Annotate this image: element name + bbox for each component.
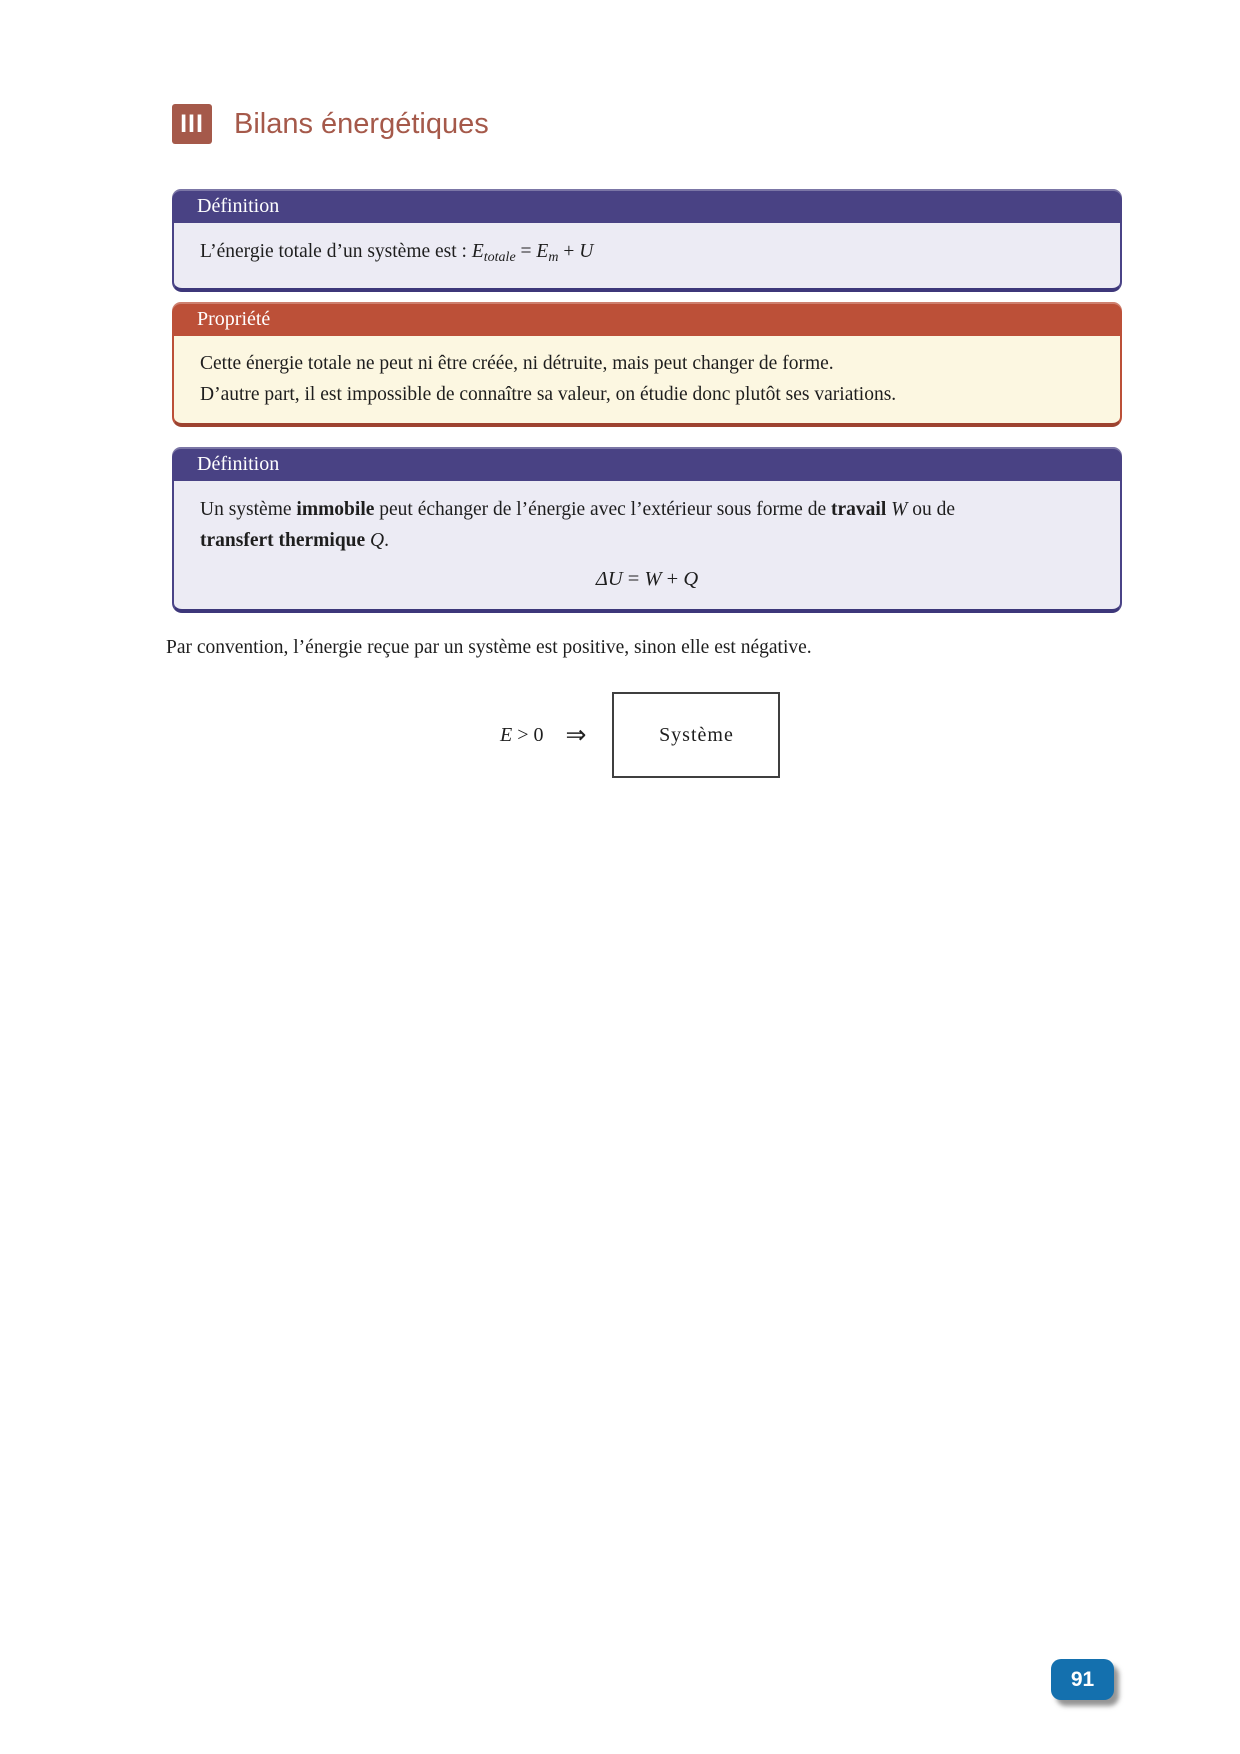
propriete-box (172, 302, 1122, 427)
math-delta-U: ΔU (595, 568, 623, 590)
system-box-label: Système (659, 723, 734, 746)
energy-diagram (500, 692, 780, 778)
math-equals: = (622, 568, 645, 590)
section-header (172, 104, 489, 144)
section-numeral-badge (172, 104, 212, 144)
math-E: E (536, 241, 549, 262)
convention-paragraph: Par convention, l’énergie reçue par un système est positive, sinon elle est négative. (166, 637, 812, 658)
definition-1-lead: L’énergie totale d’un système est : (200, 241, 472, 262)
propriete-line-1: Cette énergie totale ne peut ni être créée, ni détruite, mais peut changer de forme. (200, 353, 834, 374)
definition-1-body (172, 223, 1122, 292)
definition-2-body (172, 481, 1122, 613)
system-box (612, 692, 780, 778)
condition-text: > 0 (512, 723, 544, 746)
propriete-header: Propriété (172, 302, 1122, 336)
math-W: W (891, 499, 908, 520)
math-W: W (644, 568, 662, 590)
math-Q: Q (370, 530, 385, 551)
math-plus: + (558, 241, 580, 262)
definition-1-header: Définition (172, 189, 1122, 223)
diagram-condition (500, 724, 544, 747)
definition-2-text (200, 494, 1094, 556)
math-Q: Q (683, 568, 699, 590)
page-number: 91 (1070, 1667, 1095, 1691)
text-segment: Un système (200, 499, 297, 520)
propriete-body (172, 336, 1122, 427)
text-segment: ou de (907, 499, 956, 520)
bold-travail: travail (831, 499, 892, 520)
text-segment: peut échanger de l’énergie avec l’extérieur sous forme de (374, 499, 831, 520)
math-equals: = (515, 241, 537, 262)
math-U: U (579, 241, 594, 262)
bold-transfert-thermique: transfert thermique (200, 530, 371, 551)
implies-arrow-icon: ⇒ (565, 722, 587, 749)
math-E: E (471, 241, 484, 262)
section-title: Bilans énergétiques (234, 107, 489, 140)
math-sub-m: m (548, 250, 559, 265)
page-number-badge (1051, 1659, 1114, 1700)
section-numeral: III (180, 109, 204, 138)
formula-delta-u (200, 564, 1094, 595)
math-sub-totale: totale (483, 250, 516, 265)
math-E: E (500, 723, 513, 746)
bold-immobile: immobile (296, 499, 375, 520)
text-segment: . (384, 530, 390, 551)
definition-1-text (200, 236, 1094, 273)
definition-box-1 (172, 189, 1122, 292)
definition-box-2 (172, 447, 1122, 613)
math-plus: + (661, 568, 684, 590)
definition-2-header: Définition (172, 447, 1122, 481)
propriete-line-2: D’autre part, il est impossible de connaître sa valeur, on étudie donc plutôt ses variations. (200, 384, 897, 405)
